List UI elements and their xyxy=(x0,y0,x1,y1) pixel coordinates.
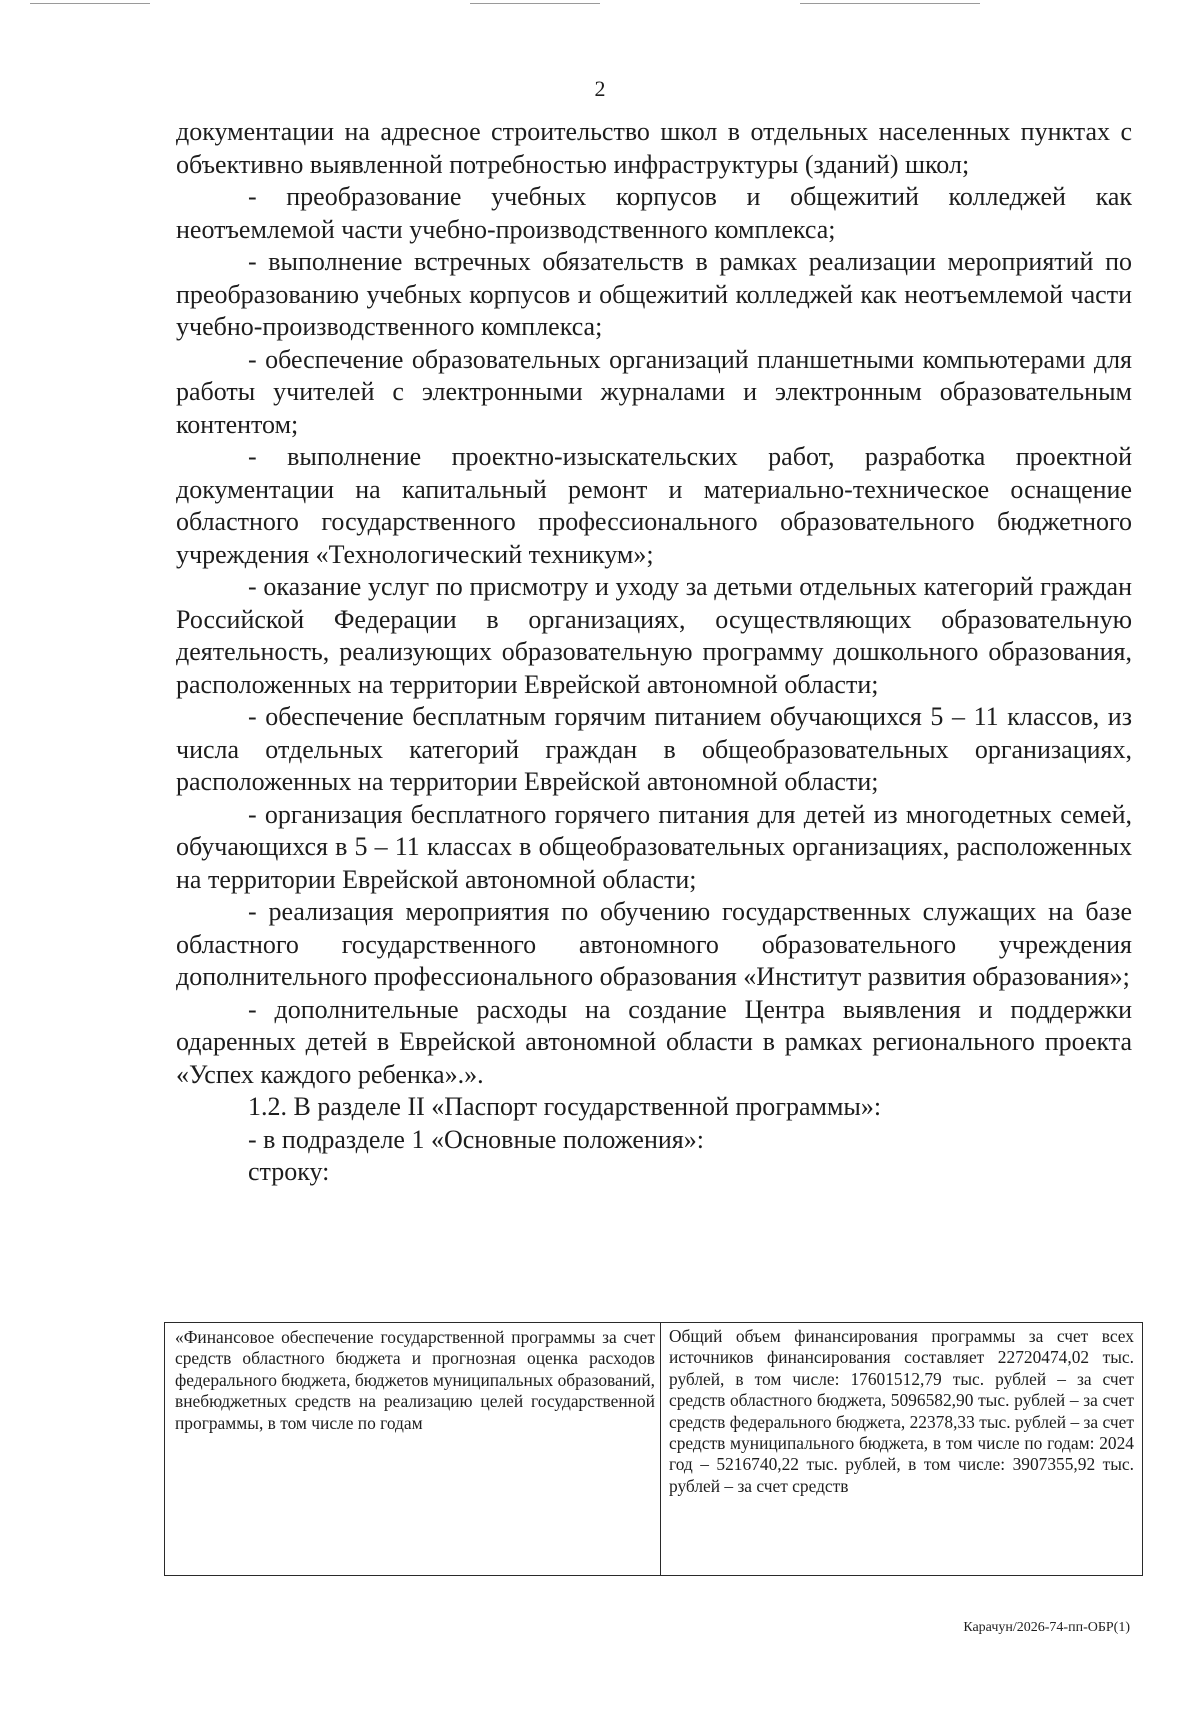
table-cell-label: «Финансовое обеспечение государственной программы за счет средств областного бюджета и прогнозная оценка расходов федерального бюджета, бюджетов муниципальных образований, внебюджетных средств на реализацию целей государственной программы, в том числе по годам xyxy=(165,1323,661,1575)
paragraph: документации на адресное строительство школ в отдельных населенных пунктах с объективно выявленной потребностью инфраструктуры (зданий) школ; xyxy=(176,117,1132,179)
page-number: 2 xyxy=(594,76,606,101)
document-body xyxy=(176,116,1132,1189)
financing-table xyxy=(164,1322,1143,1576)
table-cell-value: Общий объем финансирования программы за счет всех источников финансирования составляет 22720474,02 тыс. рублей, в том числе: 17601512,79 тыс. рублей – за счет средств областного бюджета, 5096582,90 тыс. рублей – за счет средств федерального бюджета, 22378,33 тыс. рублей – за счет средств муниципального бюджета, в том числе по годам: 2024 год – 5216740,22 тыс. рублей, в том числе: 3907355,92 тыс. рублей – за счет средств xyxy=(669,1326,1134,1496)
scan-artifact xyxy=(30,3,150,4)
paragraph: - оказание услуг по присмотру и уходу за детьми отдельных категорий граждан Российской Федерации в организациях, осуществляющих образовательную деятельность, реализующих образовательную программу дошкольного образования, расположенных на территории Еврейской автономной области; xyxy=(176,572,1132,699)
scan-artifact xyxy=(800,3,980,4)
section-heading: 1.2. В разделе II «Паспорт государственной программы»: xyxy=(248,1092,882,1121)
paragraph: - реализация мероприятия по обучению государственных служащих на базе областного государственного автономного образовательного учреждения дополнительного профессионального образования «Институт развития образования»; xyxy=(176,897,1132,991)
subsection-line: - в подразделе 1 «Основные положения»: xyxy=(248,1124,704,1154)
document-signature: Карачун/2026-74-пп-ОБР(1) xyxy=(963,1620,1130,1635)
scan-artifact xyxy=(470,3,600,4)
paragraph: - организация бесплатного горячего питания для детей из многодетных семей, обучающихся в 5 – 11 классах в общеобразовательных организациях, расположенных на территории Еврейской автономной области; xyxy=(176,799,1132,894)
paragraph: - выполнение проектно-изыскательских работ, разработка проектной документации на капитальный ремонт и материально-техническое оснащение областного государственного профессионального образовательного бюджетного учреждения «Технологический техникум»; xyxy=(176,442,1132,569)
paragraph: - обеспечение бесплатным горячим питанием обучающихся 5 – 11 классов, из числа отдельных категорий граждан в общеобразовательных организациях, расположенных на территории Еврейской автономной области; xyxy=(176,702,1132,796)
paragraph: - преобразование учебных корпусов и общежитий колледжей как неотъемлемой части учебно-производственного комплекса; xyxy=(176,182,1132,244)
paragraph: - выполнение встречных обязательств в рамках реализации мероприятий по преобразованию учебных корпусов и общежитий колледжей как неотъемлемой части учебно-производственного комплекса; xyxy=(176,247,1132,341)
paragraph: - обеспечение образовательных организаций планшетными компьютерами для работы учителей с электронными журналами и электронным образовательным контентом; xyxy=(176,344,1132,439)
paragraph: - дополнительные расходы на создание Центра выявления и поддержки одаренных детей в Еврейской автономной области в рамках регионального проекта «Успех каждого ребенка».». xyxy=(176,994,1132,1089)
line-label: строку: xyxy=(248,1157,330,1186)
